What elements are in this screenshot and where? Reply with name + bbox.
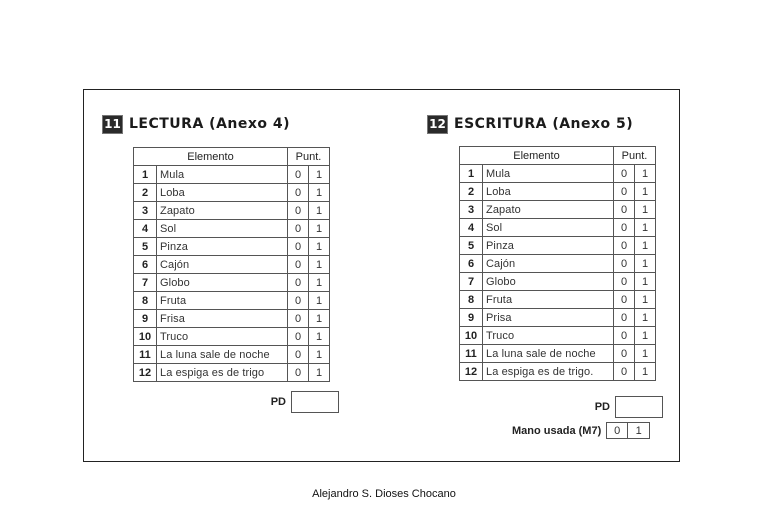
escritura-row-element: Sol [483, 219, 614, 237]
lectura-table-row [134, 184, 330, 202]
escritura-score-0[interactable]: 0 [614, 255, 635, 273]
mano-usada-score-1[interactable]: 1 [628, 422, 650, 439]
lectura-score-1[interactable]: 1 [309, 184, 330, 202]
escritura-row-number: 7 [460, 273, 483, 291]
lectura-score-0[interactable]: 0 [288, 328, 309, 346]
escritura-table-row [460, 345, 656, 363]
lectura-score-0[interactable]: 0 [288, 238, 309, 256]
escritura-table-row [460, 309, 656, 327]
escritura-score-0[interactable]: 0 [614, 309, 635, 327]
escritura-score-1[interactable]: 1 [635, 201, 656, 219]
lectura-row-number: 9 [134, 310, 157, 328]
lectura-score-0[interactable]: 0 [288, 292, 309, 310]
escritura-pd-label: PD [594, 401, 610, 413]
lectura-row-element: Globo [157, 274, 288, 292]
escritura-score-0[interactable]: 0 [614, 327, 635, 345]
escritura-pd-box[interactable] [615, 396, 663, 418]
lectura-row-number: 11 [134, 346, 157, 364]
lectura-score-0[interactable]: 0 [288, 184, 309, 202]
lectura-row-number: 3 [134, 202, 157, 220]
lectura-header-elemento: Elemento [134, 148, 288, 166]
lectura-heading [102, 112, 290, 136]
lectura-score-0[interactable]: 0 [288, 310, 309, 328]
escritura-row-number: 10 [460, 327, 483, 345]
lectura-row-number: 8 [134, 292, 157, 310]
escritura-row-number: 8 [460, 291, 483, 309]
escritura-score-1[interactable]: 1 [635, 219, 656, 237]
lectura-row-element: La espiga es de trigo [157, 364, 288, 382]
lectura-pd-box[interactable] [291, 391, 339, 413]
lectura-score-0[interactable]: 0 [288, 166, 309, 184]
lectura-score-0[interactable]: 0 [288, 220, 309, 238]
lectura-score-0[interactable]: 0 [288, 364, 309, 382]
lectura-score-1[interactable]: 1 [309, 292, 330, 310]
lectura-header-punt: Punt. [288, 148, 330, 166]
escritura-score-0[interactable]: 0 [614, 363, 635, 381]
escritura-score-0[interactable]: 0 [614, 165, 635, 183]
lectura-row-number: 4 [134, 220, 157, 238]
escritura-header-elemento: Elemento [460, 147, 614, 165]
escritura-score-0[interactable]: 0 [614, 291, 635, 309]
lectura-pd-label: PD [270, 396, 286, 408]
escritura-row-element: Fruta [483, 291, 614, 309]
lectura-table-row [134, 166, 330, 184]
escritura-row-number: 1 [460, 165, 483, 183]
lectura-row-element: Mula [157, 166, 288, 184]
escritura-row-number: 2 [460, 183, 483, 201]
lectura-score-1[interactable]: 1 [309, 256, 330, 274]
author-caption: Alejandro S. Dioses Chocano [312, 488, 456, 500]
escritura-score-0[interactable]: 0 [614, 345, 635, 363]
escritura-score-1[interactable]: 1 [635, 291, 656, 309]
mano-usada-label: Mano usada (M7) [512, 424, 602, 437]
escritura-table-row [460, 237, 656, 255]
lectura-title: LECTURA (Anexo 4) [129, 116, 291, 132]
escritura-pd-row [568, 396, 663, 418]
lectura-row-element: Loba [157, 184, 288, 202]
escritura-row-element: La luna sale de noche [483, 345, 614, 363]
lectura-score-0[interactable]: 0 [288, 256, 309, 274]
escritura-score-0[interactable]: 0 [614, 237, 635, 255]
lectura-score-1[interactable]: 1 [309, 202, 330, 220]
lectura-item-badge: 11 [102, 115, 123, 134]
escritura-table-row [460, 255, 656, 273]
escritura-score-0[interactable]: 0 [614, 219, 635, 237]
lectura-table-row [134, 220, 330, 238]
lectura-score-1[interactable]: 1 [309, 310, 330, 328]
lectura-row-element: Cajón [157, 256, 288, 274]
lectura-score-1[interactable]: 1 [309, 328, 330, 346]
escritura-score-1[interactable]: 1 [635, 345, 656, 363]
escritura-table-row [460, 291, 656, 309]
escritura-title: ESCRITURA (Anexo 5) [454, 116, 634, 132]
lectura-row-element: La luna sale de noche [157, 346, 288, 364]
lectura-row-number: 6 [134, 256, 157, 274]
escritura-score-0[interactable]: 0 [614, 201, 635, 219]
escritura-table-row [460, 273, 656, 291]
escritura-row-element: Pinza [483, 237, 614, 255]
lectura-score-0[interactable]: 0 [288, 346, 309, 364]
escritura-table-row [460, 201, 656, 219]
escritura-row-number: 11 [460, 345, 483, 363]
lectura-row-element: Zapato [157, 202, 288, 220]
lectura-header-row [134, 148, 330, 166]
lectura-row-element: Frisa [157, 310, 288, 328]
lectura-row-element: Truco [157, 328, 288, 346]
lectura-score-1[interactable]: 1 [309, 238, 330, 256]
lectura-section [102, 112, 290, 136]
lectura-table-row [134, 364, 330, 382]
escritura-table-row [460, 183, 656, 201]
lectura-table-row [134, 346, 330, 364]
lectura-row-element: Pinza [157, 238, 288, 256]
lectura-row-number: 10 [134, 328, 157, 346]
escritura-score-1[interactable]: 1 [635, 237, 656, 255]
lectura-score-0[interactable]: 0 [288, 202, 309, 220]
escritura-row-element: Loba [483, 183, 614, 201]
escritura-row-number: 3 [460, 201, 483, 219]
escritura-row-number: 5 [460, 237, 483, 255]
escritura-score-1[interactable]: 1 [635, 273, 656, 291]
escritura-row-element: La espiga es de trigo. [483, 363, 614, 381]
escritura-score-0[interactable]: 0 [614, 183, 635, 201]
lectura-row-number: 7 [134, 274, 157, 292]
escritura-item-badge: 12 [427, 115, 448, 134]
escritura-row-element: Prisa [483, 309, 614, 327]
escritura-table-row [460, 219, 656, 237]
lectura-row-number: 5 [134, 238, 157, 256]
lectura-table-row [134, 238, 330, 256]
escritura-row-element: Mula [483, 165, 614, 183]
lectura-table-row [134, 274, 330, 292]
escritura-header-punt: Punt. [614, 147, 656, 165]
lectura-table [133, 147, 330, 382]
lectura-table-row [134, 328, 330, 346]
scanned-form-frame [83, 89, 680, 462]
lectura-table-row [134, 202, 330, 220]
lectura-row-number: 1 [134, 166, 157, 184]
mano-usada-row [512, 422, 650, 439]
lectura-score-1[interactable]: 1 [309, 274, 330, 292]
escritura-score-1[interactable]: 1 [635, 309, 656, 327]
escritura-score-1[interactable]: 1 [635, 183, 656, 201]
lectura-row-number: 12 [134, 364, 157, 382]
escritura-score-0[interactable]: 0 [614, 273, 635, 291]
lectura-table-row [134, 310, 330, 328]
escritura-table [459, 146, 656, 381]
escritura-section [427, 112, 633, 136]
lectura-table-row [134, 292, 330, 310]
lectura-row-element: Sol [157, 220, 288, 238]
escritura-row-element: Globo [483, 273, 614, 291]
escritura-row-number: 12 [460, 363, 483, 381]
escritura-score-1[interactable]: 1 [635, 255, 656, 273]
escritura-row-number: 9 [460, 309, 483, 327]
lectura-score-1[interactable]: 1 [309, 220, 330, 238]
escritura-row-element: Zapato [483, 201, 614, 219]
escritura-score-1[interactable]: 1 [635, 327, 656, 345]
escritura-row-element: Cajón [483, 255, 614, 273]
lectura-table-row [134, 256, 330, 274]
escritura-heading [427, 112, 633, 136]
escritura-table-row [460, 165, 656, 183]
escritura-table-row [460, 363, 656, 381]
lectura-score-1[interactable]: 1 [309, 166, 330, 184]
mano-usada-score-0[interactable]: 0 [606, 422, 628, 439]
lectura-score-1[interactable]: 1 [309, 346, 330, 364]
lectura-row-element: Fruta [157, 292, 288, 310]
escritura-row-element: Truco [483, 327, 614, 345]
escritura-score-1[interactable]: 1 [635, 363, 656, 381]
lectura-row-number: 2 [134, 184, 157, 202]
escritura-header-row [460, 147, 656, 165]
escritura-score-1[interactable]: 1 [635, 165, 656, 183]
lectura-score-0[interactable]: 0 [288, 274, 309, 292]
lectura-pd-row [244, 391, 339, 413]
escritura-row-number: 4 [460, 219, 483, 237]
escritura-table-row [460, 327, 656, 345]
lectura-score-1[interactable]: 1 [309, 364, 330, 382]
escritura-row-number: 6 [460, 255, 483, 273]
